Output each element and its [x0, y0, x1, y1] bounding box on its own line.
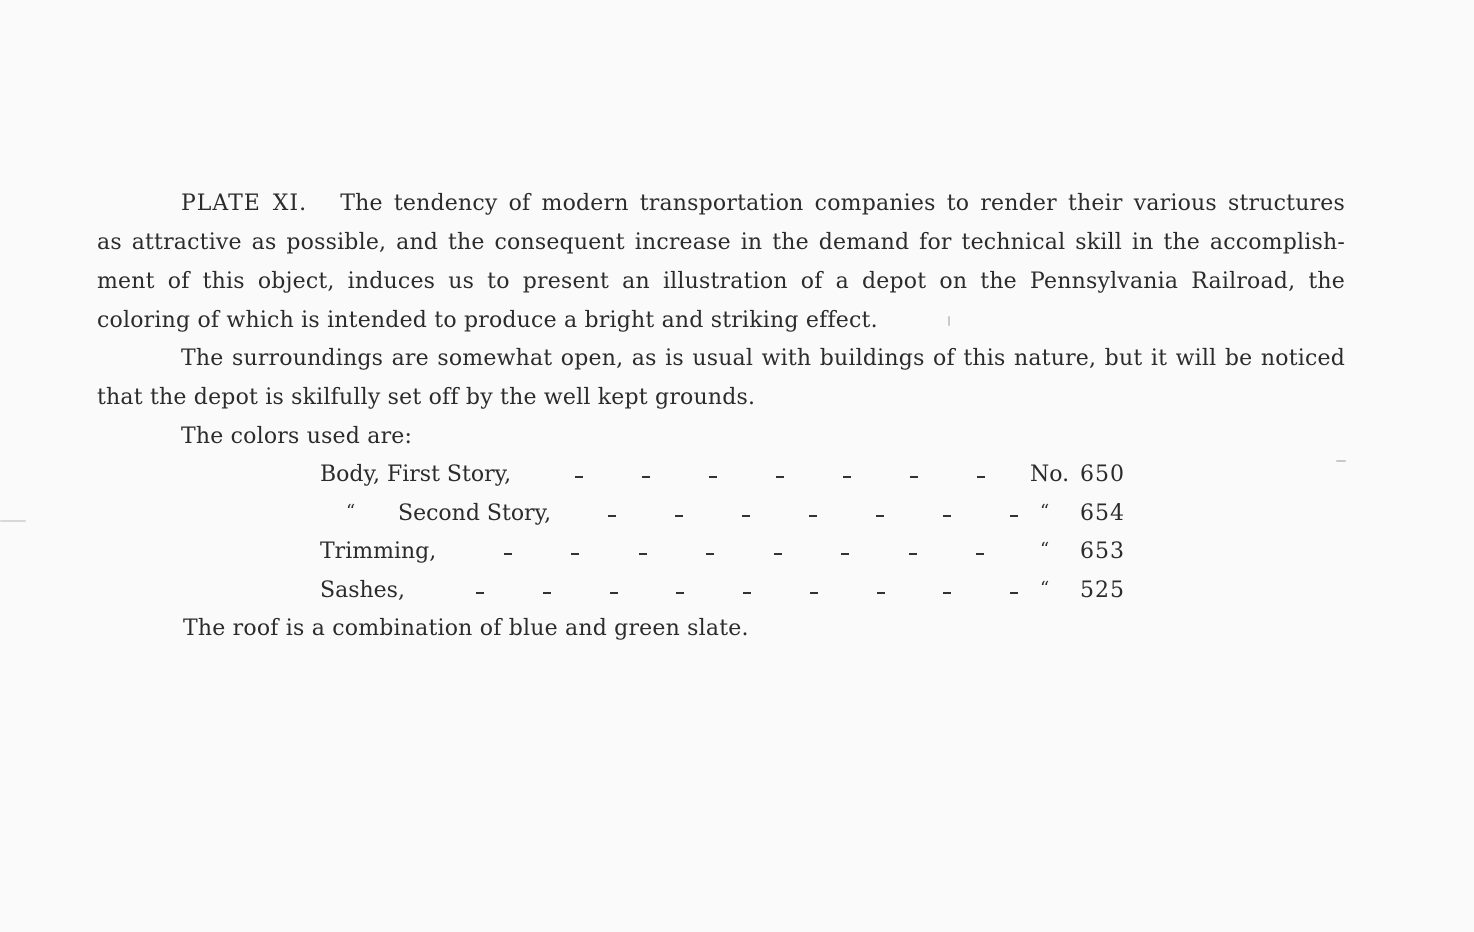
ditto-mark: “	[346, 501, 356, 522]
colors-intro: The colors used are:	[181, 424, 413, 449]
leader-dashes	[476, 577, 1018, 594]
ditto-mark: “	[1040, 539, 1050, 560]
color-name: Second Story,	[398, 501, 552, 526]
paragraph-1-line-3: ment of this object, induces us to present an illustration of a depot on the Pennsylvania Railroad, the	[97, 269, 1345, 294]
plate-label: PLATE XI.	[181, 191, 308, 216]
ditto-mark: “	[1040, 578, 1050, 599]
paragraph-1-line-2: as attractive as possible, and the consequent increase in the demand for technical skill in the accomplish-	[97, 230, 1345, 255]
color-row-second-story	[320, 500, 1123, 530]
paper-speck	[1336, 460, 1346, 462]
color-name: Trimming,	[320, 539, 437, 564]
leader-dashes	[575, 461, 985, 478]
color-number: 654	[1080, 501, 1125, 526]
color-row-sashes	[320, 577, 1123, 607]
leader-dashes	[504, 538, 984, 555]
paragraph-1-line-1-text: The tendency of modern transportation companies to render their various structures	[340, 191, 1345, 216]
paragraph-2-line-2: that the depot is skilfully set off by the well kept grounds.	[97, 385, 756, 410]
paragraph-2-line-1: The surroundings are somewhat open, as is usual with buildings of this nature, but it will be noticed	[181, 346, 1345, 371]
color-row-body-first-story	[320, 461, 1123, 491]
roof-note: The roof is a combination of blue and green slate.	[183, 616, 749, 641]
color-name: Body, First Story,	[320, 462, 512, 487]
color-row-trimming	[320, 538, 1123, 568]
color-number: 653	[1080, 539, 1125, 564]
color-number: 650	[1080, 462, 1125, 487]
paper-speck	[0, 520, 26, 522]
number-label: No.	[1030, 462, 1070, 487]
paragraph-1-line-1	[181, 190, 1345, 218]
paper-speck	[948, 316, 950, 326]
color-name: Sashes,	[320, 578, 405, 603]
paragraph-1-line-4: coloring of which is intended to produce a bright and striking effect.	[97, 308, 878, 333]
color-number: 525	[1080, 578, 1125, 603]
leader-dashes	[608, 500, 1018, 517]
ditto-mark: “	[1040, 501, 1050, 522]
